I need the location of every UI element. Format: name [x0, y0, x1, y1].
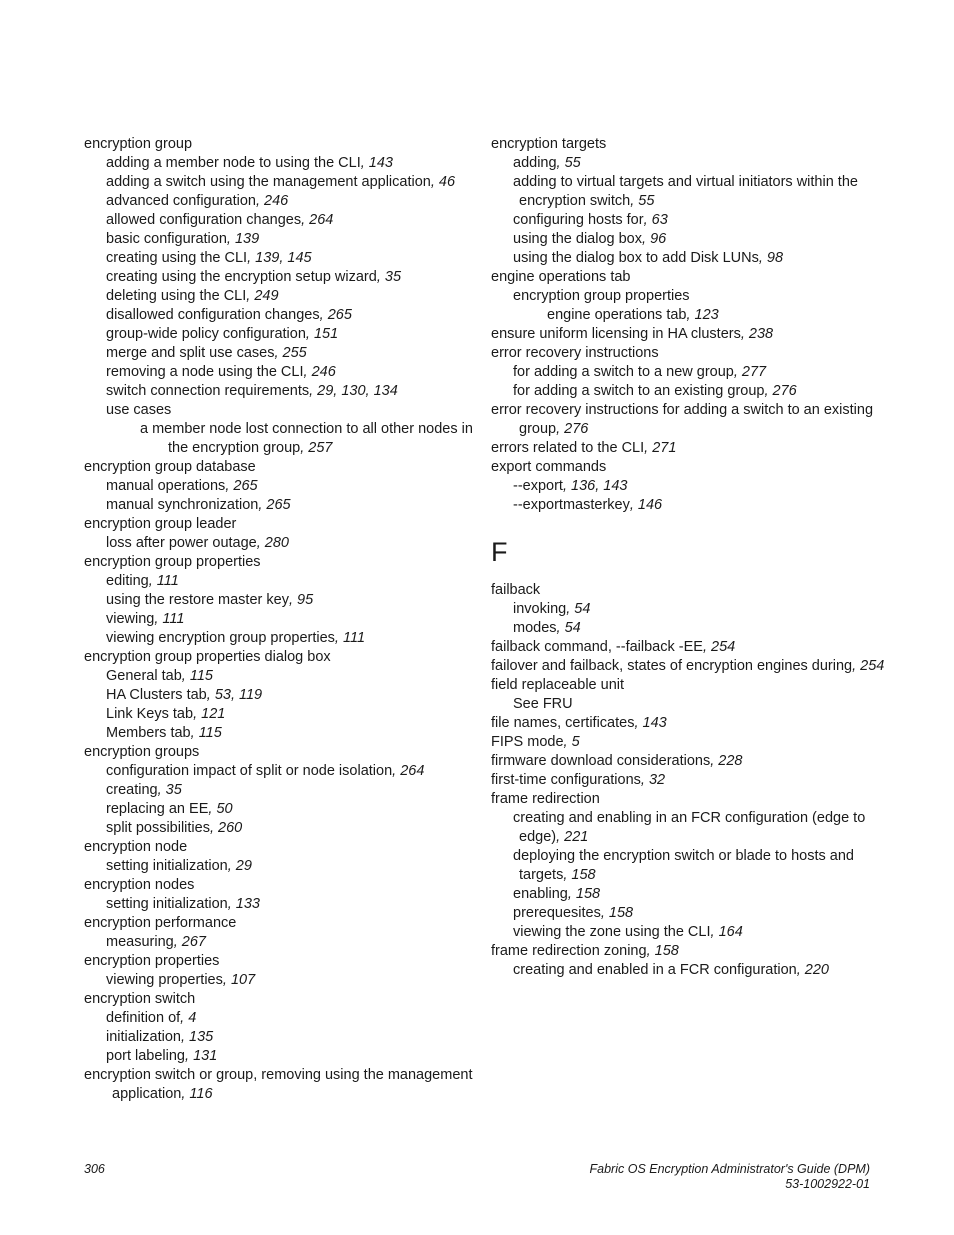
index-entry-text: using the restore master key	[106, 592, 289, 608]
index-column-left	[84, 135, 474, 1104]
index-entry	[491, 135, 891, 154]
index-entry-text: creating and enabled in a FCR configuration	[513, 962, 797, 978]
index-entry: initialization, 135	[106, 1029, 214, 1045]
index-entry: using the restore master key, 95	[106, 592, 314, 608]
index-entry: configuring hosts for, 63	[513, 212, 668, 228]
index-entry-text: frame redirection zoning	[491, 943, 647, 959]
index-entry-text: --exportmasterkey	[513, 497, 630, 513]
index-entry-text: encryption group leader	[84, 516, 237, 532]
index-entry-pages: 146	[637, 497, 663, 513]
index-entry: deleting using the CLI, 249	[106, 288, 279, 304]
index-entry-pages: 271	[652, 440, 677, 456]
index-entry: disallowed configuration changes, 265	[106, 307, 352, 323]
index-entry-text: field replaceable unit	[491, 677, 625, 693]
index-entry-pages: 46	[438, 174, 456, 190]
footer-book-title: Fabric OS Encryption Administrator's Guide (DPM)	[589, 1162, 870, 1176]
index-entry-text: prerequesites	[513, 905, 601, 921]
index-entry: invoking, 54	[513, 601, 591, 617]
footer-doc-number: 53-1002922-01	[785, 1177, 870, 1191]
index-entry	[491, 676, 891, 695]
index-entry: port labeling, 131	[106, 1048, 218, 1064]
index-entry	[84, 553, 474, 572]
index-entry-pages: 257	[308, 440, 333, 456]
index-entry-text: encryption group	[84, 136, 193, 152]
index-entry-text: adding a member node to using the CLI	[106, 155, 361, 171]
index-entry-text: HA Clusters tab	[106, 687, 207, 703]
index-entry-text: failback	[491, 582, 541, 598]
index-entry-pages: 29	[235, 858, 252, 874]
index-entry-text: encryption group database	[84, 459, 256, 475]
index-entry	[84, 990, 474, 1009]
index-entry-text: use cases	[106, 402, 172, 418]
index-entry	[491, 790, 891, 809]
index-entry-pages: 121	[201, 706, 226, 722]
index-entry: error recovery instructions for adding a switch to an existing group, 276	[491, 402, 874, 437]
index-entry-pages: 254	[711, 639, 736, 655]
index-entry-pages: 267	[181, 934, 206, 950]
index-entry-text: enabling	[513, 886, 568, 902]
index-entry-text: encryption targets	[491, 136, 607, 152]
index-entry-pages: 115	[198, 725, 222, 741]
index-entry-pages: 276	[772, 383, 797, 399]
index-entry: failback command, --failback -EE, 254	[491, 639, 736, 655]
index-entry-text: measuring	[106, 934, 174, 950]
index-entry: adding a member node to using the CLI, 143	[106, 155, 393, 171]
index-entry-text: failback command, --failback -EE	[491, 639, 703, 655]
index-entry-text: General tab	[106, 668, 182, 684]
index-entry-text: configuring hosts for	[513, 212, 644, 228]
index-entry: prerequesites, 158	[513, 905, 634, 921]
index-entry-text: encryption group properties dialog box	[84, 649, 331, 665]
index-entry-pages: 32	[648, 772, 666, 788]
index-entry-pages: 143	[368, 155, 393, 171]
index-entry-text: split possibilities	[106, 820, 210, 836]
index-entry-text: adding	[513, 155, 557, 171]
index-entry-text: error recovery instructions	[491, 345, 659, 361]
index-entry: file names, certificates, 143	[491, 715, 667, 731]
index-entry-pages: 98	[766, 250, 784, 266]
index-entry-text: errors related to the CLI	[491, 440, 645, 456]
index-entry-text: using the dialog box to add Disk LUNs	[513, 250, 759, 266]
index-entry-pages: 116	[189, 1086, 213, 1102]
index-entry: replacing an EE, 50	[106, 801, 233, 817]
index-entry-text: viewing properties	[106, 972, 223, 988]
index-entry: definition of, 4	[106, 1010, 197, 1026]
index-entry: for adding a switch to an existing group, 276	[513, 383, 797, 399]
index-entry-text: basic configuration	[106, 231, 227, 247]
index-entry-pages: 136, 143	[571, 478, 628, 494]
index-entry	[84, 458, 474, 477]
index-entry-text: a member node lost connection to all other nodes in the encryption group	[140, 421, 473, 456]
index-entry-pages: 139	[234, 231, 260, 247]
index-entry-text: adding a switch using the management application	[106, 174, 431, 190]
index-entry-pages: 123	[694, 307, 719, 323]
index-entry: advanced configuration, 246	[106, 193, 289, 209]
index-entry-pages: 220	[804, 962, 829, 978]
index-entry: removing a node using the CLI, 246	[106, 364, 336, 380]
index-entry-pages: 238	[748, 326, 774, 342]
index-entry-text: file names, certificates	[491, 715, 635, 731]
index-entry-text: disallowed configuration changes	[106, 307, 320, 323]
index-entry-pages: 111	[162, 611, 185, 627]
index-entry: a member node lost connection to all other nodes in the encryption group, 257	[140, 421, 473, 456]
index-entry: editing, 111	[106, 573, 179, 589]
index-entry-text: encryption group properties	[84, 554, 261, 570]
index-entry-pages: 135	[189, 1029, 214, 1045]
index-entry-text: first-time configurations	[491, 772, 641, 788]
index-entry-text: loss after power outage	[106, 535, 257, 551]
index-entry	[84, 914, 474, 933]
index-entry: enabling, 158	[513, 886, 601, 902]
index-entry: creating, 35	[106, 782, 182, 798]
index-entry-pages: 158	[608, 905, 634, 921]
index-entry: creating and enabling in an FCR configuration (edge to edge), 221	[513, 810, 866, 845]
index-entry-pages: 4	[188, 1010, 197, 1026]
index-entry: FIPS mode, 5	[491, 734, 580, 750]
index-entry-text: for adding a switch to an existing group	[513, 383, 765, 399]
index-entry: merge and split use cases, 255	[106, 345, 307, 361]
index-entry: loss after power outage, 280	[106, 535, 289, 551]
index-entry-pages: 260	[218, 820, 243, 836]
index-entry-text: creating using the CLI	[106, 250, 248, 266]
index-entry-pages: 54	[564, 620, 581, 636]
index-entry: viewing properties, 107	[106, 972, 256, 988]
index-entry: HA Clusters tab, 53, 119	[106, 687, 263, 703]
index-entry: basic configuration, 139	[106, 231, 260, 247]
index-entry-text: setting initialization	[106, 896, 228, 912]
index-entry-text: encryption groups	[84, 744, 200, 760]
index-entry: adding, 55	[513, 155, 581, 171]
index-entry-text: removing a node using the CLI	[106, 364, 304, 380]
index-entry-text: modes	[513, 620, 557, 636]
index-entry: firmware download considerations, 228	[491, 753, 743, 769]
index-entry-pages: 254	[860, 658, 885, 674]
index-entry-pages: 255	[282, 345, 307, 361]
index-entry-text: Link Keys tab	[106, 706, 194, 722]
index-entry-text: allowed configuration changes	[106, 212, 302, 228]
index-entry: General tab, 115	[106, 668, 213, 684]
index-entry-text: manual synchronization	[106, 497, 259, 513]
index-entry: --exportmasterkey, 146	[513, 497, 663, 513]
index-group-e-continued	[491, 135, 891, 515]
index-entry: adding to virtual targets and virtual initiators within the encryption switch, 55	[513, 174, 858, 209]
index-entry: manual operations, 265	[106, 478, 258, 494]
index-entry-text: encryption switch	[84, 991, 196, 1007]
index-entry: creating using the encryption setup wizard, 35	[106, 269, 402, 285]
index-entry: viewing the zone using the CLI, 164	[513, 924, 743, 940]
index-entry	[84, 515, 474, 534]
index-entry	[84, 743, 474, 762]
index-entry-pages: 151	[313, 326, 339, 342]
index-entry: modes, 54	[513, 620, 581, 636]
index-entry-pages: 246	[311, 364, 336, 380]
index-entry: encryption switch or group, removing using the management application, 116	[84, 1067, 473, 1102]
index-entry	[491, 268, 891, 287]
index-entry-pages: 133	[235, 896, 260, 912]
index-entry-text: error recovery instructions for adding a switch to an existing group	[491, 402, 874, 437]
index-entry: viewing, 111	[106, 611, 185, 627]
index-entry	[84, 648, 474, 667]
index-entry-pages: 158	[575, 886, 601, 902]
index-entry	[491, 287, 891, 306]
index-entry	[84, 838, 474, 857]
index-entry-text: setting initialization	[106, 858, 228, 874]
index-entry-pages: 139, 145	[255, 250, 312, 266]
index-entry-pages: 5	[571, 734, 580, 750]
index-entry-pages: 53, 119	[214, 687, 263, 703]
index-entry-pages: 55	[638, 193, 655, 209]
index-entry-text: definition of	[106, 1010, 181, 1026]
index-entry-text: using the dialog box	[513, 231, 642, 247]
index-entry: split possibilities, 260	[106, 820, 243, 836]
index-entry-text: manual operations	[106, 478, 226, 494]
index-entry-pages: 246	[264, 193, 289, 209]
index-entry	[491, 458, 891, 477]
index-entry-pages: 265	[327, 307, 352, 323]
index-entry-text: encryption properties	[84, 953, 220, 969]
index-entry: measuring, 267	[106, 934, 206, 950]
index-entry-text: FIPS mode	[491, 734, 564, 750]
index-entry-pages: 63	[651, 212, 668, 228]
index-entry-text: initialization	[106, 1029, 181, 1045]
index-entry: manual synchronization, 265	[106, 497, 291, 513]
index-entry-text: group-wide policy configuration	[106, 326, 306, 342]
index-entry: adding a switch using the management application, 46	[106, 174, 456, 190]
index-entry: using the dialog box to add Disk LUNs, 98	[513, 250, 784, 266]
index-entry-text: editing	[106, 573, 149, 589]
index-entry	[84, 952, 474, 971]
index-entry-text: merge and split use cases	[106, 345, 275, 361]
index-entry: engine operations tab, 123	[547, 307, 719, 323]
index-entry-text: invoking	[513, 601, 567, 617]
index-entry-pages: 29, 130, 134	[317, 383, 398, 399]
index-entry	[84, 401, 474, 420]
index-entry-text: ensure uniform licensing in HA clusters	[491, 326, 741, 342]
index-entry	[491, 695, 891, 714]
index-entry-text: for adding a switch to a new group	[513, 364, 734, 380]
footer-page-number: 306	[84, 1162, 105, 1176]
index-entry: frame redirection zoning, 158	[491, 943, 679, 959]
footer-book-info	[590, 1162, 870, 1192]
index-entry-pages: 221	[564, 829, 589, 845]
index-entry-pages: 111	[342, 630, 366, 646]
index-entry-pages: 158	[571, 867, 596, 883]
index-entry-pages: 115	[189, 668, 213, 684]
index-group-f	[491, 581, 891, 980]
index-entry: setting initialization, 133	[106, 896, 260, 912]
index-entry-pages: 35	[384, 269, 402, 285]
index-entry-pages: 107	[230, 972, 256, 988]
index-entry: Link Keys tab, 121	[106, 706, 226, 722]
index-entry	[491, 344, 891, 363]
index-entry-pages: 265	[233, 478, 258, 494]
index-entry: Members tab, 115	[106, 725, 222, 741]
index-entry-text: viewing the zone using the CLI	[513, 924, 711, 940]
index-entry-text: creating and enabling in an FCR configuration (edge to edge)	[513, 810, 866, 845]
index-entry-text: --export	[513, 478, 563, 494]
index-entry: allowed configuration changes, 264	[106, 212, 334, 228]
section-letter-heading: F	[491, 537, 508, 567]
index-entry-text: encryption nodes	[84, 877, 195, 893]
index-entry-text: creating using the encryption setup wizard	[106, 269, 377, 285]
index-entry-pages: 280	[264, 535, 289, 551]
index-entry-text: frame redirection	[491, 791, 600, 807]
index-entry-text: engine operations tab	[491, 269, 631, 285]
index-entry-pages: 277	[741, 364, 767, 380]
index-entry-text: configuration impact of split or node isolation	[106, 763, 393, 779]
index-entry: configuration impact of split or node isolation, 264	[106, 763, 425, 779]
index-column-right	[491, 135, 891, 980]
index-entry-pages: 50	[216, 801, 233, 817]
index-entry: for adding a switch to a new group, 277	[513, 364, 767, 380]
index-entry-text: port labeling	[106, 1048, 185, 1064]
index-entry-pages: 228	[718, 753, 743, 769]
index-entry-pages: 143	[642, 715, 667, 731]
index-entry-pages: 276	[564, 421, 589, 437]
index-entry: first-time configurations, 32	[491, 772, 666, 788]
index-entry-text: switch connection requirements	[106, 383, 310, 399]
index-entry: ensure uniform licensing in HA clusters, 238	[491, 326, 774, 342]
index-entry	[84, 876, 474, 895]
index-entry: creating and enabled in a FCR configuration, 220	[513, 962, 829, 978]
index-entry-pages: 264	[400, 763, 425, 779]
index-entry-text: See FRU	[513, 696, 573, 712]
index-entry-text: encryption switch or group, removing using the management application	[84, 1067, 473, 1102]
index-entry-pages: 158	[654, 943, 679, 959]
index-entry	[84, 135, 474, 154]
index-entry-text: Members tab	[106, 725, 191, 741]
index-entry-pages: 54	[574, 601, 591, 617]
index-entry-text: encryption group properties	[513, 288, 690, 304]
index-entry: --export, 136, 143	[513, 478, 628, 494]
index-entry-pages: 164	[718, 924, 743, 940]
index-entry-pages: 265	[266, 497, 291, 513]
index-entry: creating using the CLI, 139, 145	[106, 250, 312, 266]
index-entry-pages: 95	[297, 592, 314, 608]
index-entry-pages: 55	[564, 155, 581, 171]
index-entry-text: advanced configuration	[106, 193, 256, 209]
index-entry-text: encryption node	[84, 839, 188, 855]
index-entry-text: firmware download considerations	[491, 753, 711, 769]
index-entry: viewing encryption group properties, 111	[106, 630, 366, 646]
index-entry-text: deploying the encryption switch or blade to hosts and targets	[513, 848, 854, 883]
index-entry: failover and failback, states of encryption engines during, 254	[491, 658, 885, 674]
index-entry-text: creating	[106, 782, 158, 798]
index-entry-text: export commands	[491, 459, 607, 475]
index-entry-pages: 264	[309, 212, 334, 228]
index-entry-text: replacing an EE	[106, 801, 209, 817]
index-entry-text: encryption performance	[84, 915, 237, 931]
index-entry-pages: 96	[650, 231, 667, 247]
index-entry: errors related to the CLI, 271	[491, 440, 677, 456]
index-entry: switch connection requirements, 29, 130, 134	[106, 383, 398, 399]
index-entry: group-wide policy configuration, 151	[106, 326, 339, 342]
index-entry: using the dialog box, 96	[513, 231, 667, 247]
index-entry-text: deleting using the CLI	[106, 288, 247, 304]
index-entry-pages: 35	[165, 782, 182, 798]
index-entry-pages: 131	[193, 1048, 218, 1064]
index-entry-text: adding to virtual targets and virtual initiators within the encryption switch	[513, 174, 858, 209]
index-entry	[491, 581, 891, 600]
index-entry-pages: 249	[254, 288, 279, 304]
index-entry-pages: 111	[156, 573, 179, 589]
index-entry-text: viewing encryption group properties	[106, 630, 335, 646]
index-entry: setting initialization, 29	[106, 858, 252, 874]
index-entry-text: viewing	[106, 611, 155, 627]
index-entry-text: engine operations tab	[547, 307, 687, 323]
index-entry-text: failover and failback, states of encryption engines during	[491, 658, 853, 674]
index-entry: deploying the encryption switch or blade to hosts and targets, 158	[513, 848, 854, 883]
